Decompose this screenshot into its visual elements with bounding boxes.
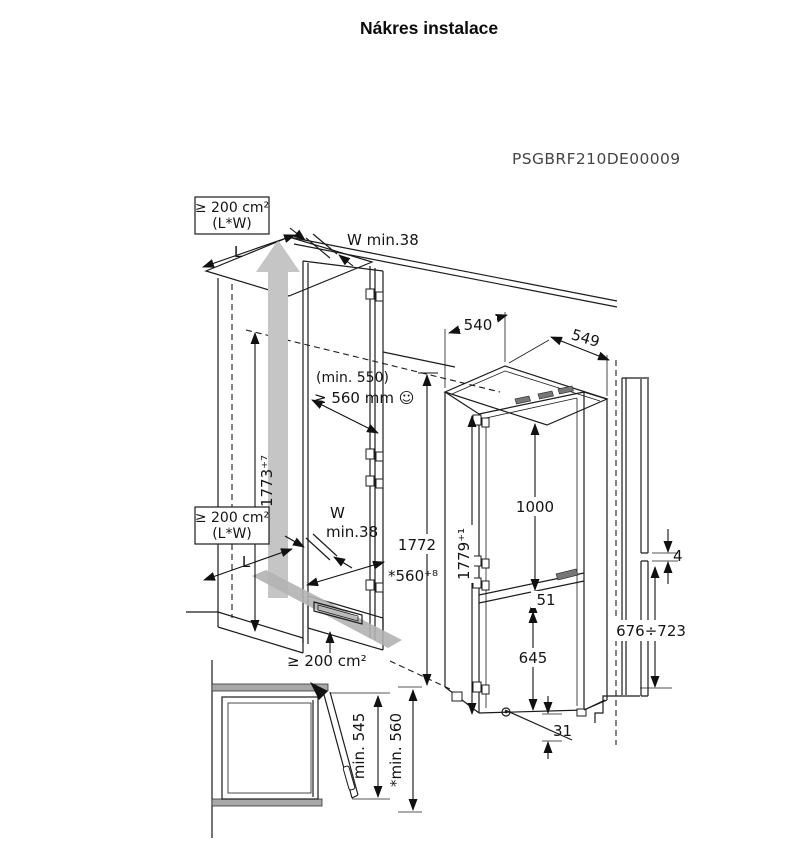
plinth-label: 31 (553, 722, 573, 740)
airflow-bottom-band (252, 570, 402, 648)
plan-depth-outer-label: *min. 560 (387, 713, 405, 787)
vent-area-mid-line2: (L*W) (212, 526, 252, 542)
length-top-label: L (233, 243, 243, 261)
niche-details-group (314, 289, 383, 624)
page-title: Nákres instalace (360, 18, 499, 38)
panel-gap-label: 4 (673, 547, 683, 565)
top-depth-label: 549 (569, 325, 602, 352)
upper-door-label: 1000 (515, 498, 555, 516)
fridge-hinges (473, 415, 489, 694)
depth-note-line1: (min. 550) (316, 370, 389, 386)
appliance-height-label: 1779⁺¹ (455, 527, 473, 581)
lower-panel-range-label: 676÷723 (616, 622, 686, 640)
door-gap-label: 51 (536, 591, 556, 609)
wall-mid-label-min: min.38 (326, 523, 379, 541)
model-number: PSGBRF210DE00009 (512, 150, 681, 168)
top-width-label: 540 (463, 316, 493, 334)
vent-area-top-line2: (L*W) (212, 216, 252, 232)
vent-area-mid-line1: ≥ 200 cm² (194, 510, 270, 526)
plan-bottom-wall (212, 799, 322, 806)
niche-height-label: 1773⁺⁷ (258, 454, 276, 508)
vent-bottom-label: ≥ 200 cm² (287, 652, 367, 670)
wall-mid-label-w: W (330, 504, 345, 522)
door-panel-side-view-group (595, 360, 649, 745)
wall-top-label: W min.38 (347, 231, 419, 249)
depth-note-line2: ≥ 560 mm ☺ (314, 389, 415, 407)
niche-cabinet-group (186, 234, 617, 689)
plan-view-group (212, 660, 358, 838)
plan-top-wall (212, 684, 328, 691)
plan-depth-inner-label: min. 545 (350, 712, 368, 780)
inner-height-label: 1772 (397, 536, 437, 554)
length-bottom-label: L (241, 553, 251, 571)
vent-area-top-line1: ≥ 200 cm² (194, 200, 270, 216)
niche-width-label: *560⁺⁸ (388, 567, 439, 585)
lower-door-label: 645 (518, 649, 548, 667)
